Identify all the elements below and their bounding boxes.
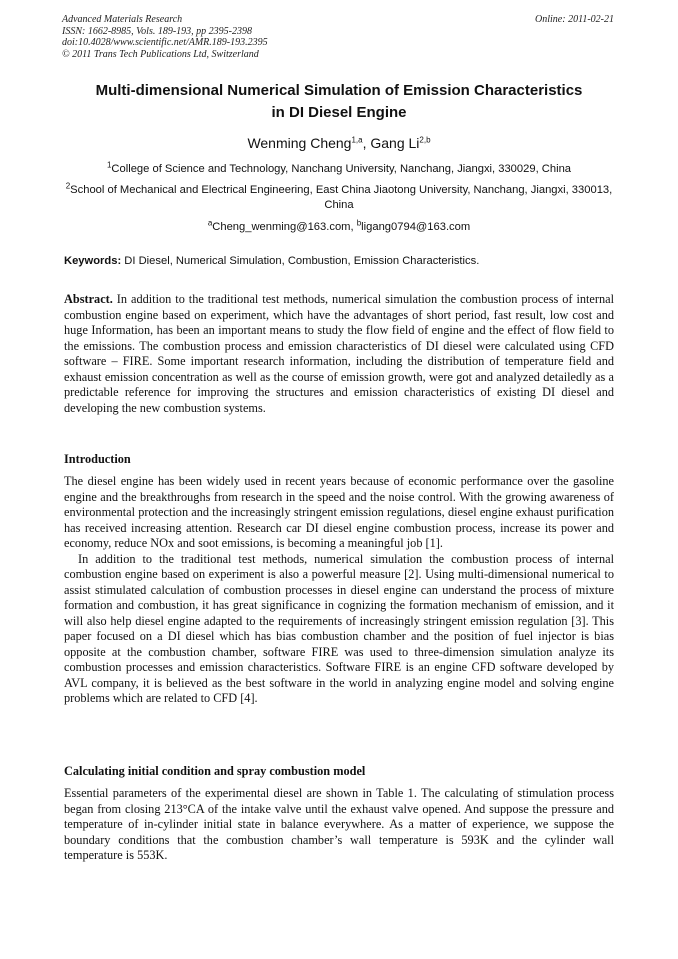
paragraph: In addition to the traditional test methods, numerical simulation the combustion process of internal combustion engine based on experiment is also a powerful measure [2]. Using multi-dimensional numerical to assist stimulated calculation of combustion processes in diesel engine can understand the process of mixture formation and combustion, it has great significance in cognizing the formation mechanism of emission, and it will also help diesel engine adapted to the requirements of increasingly stringent emission regulation [3]. This paper focused on a DI diesel which has bias combustion chamber and the position of fuel injector is bias opposite at the combustion chamber, software FIRE was used to three-dimension simulation analyze its combustion processes and emission characteristics. Software FIRE is an engine CFD software developed by AVL company, it is believed as the best software in the world in analyzing engine model and solving engine problems which are related to CFD [4].: [64, 551, 614, 705]
author-separator: ,: [362, 135, 371, 151]
title-line-1: Multi-dimensional Numerical Simulation of Emission Characteristics: [95, 82, 583, 99]
affiliation-text: School of Mechanical and Electrical Engineering, East China Jiaotong University, Nanchang, Jiangxi, 330013, China: [70, 184, 613, 211]
email-link[interactable]: ligang0794@163.com: [361, 221, 471, 233]
author-name: Gang Li: [370, 135, 420, 151]
author-superscript: 1,a: [351, 135, 363, 145]
abstract: [64, 292, 614, 416]
affiliation-1: [62, 162, 616, 177]
affiliation-text: College of Science and Technology, Nanchang University, Nanchang, Jiangxi, 330029, China: [111, 163, 572, 175]
email-link[interactable]: Cheng_wenming@163.com,: [212, 221, 357, 233]
affiliation-marker: 2: [65, 181, 71, 191]
title-line-2: in DI Diesel Engine: [271, 104, 407, 121]
abstract-text: In addition to the traditional test methods, numerical simulation the combustion process of internal combustion engine based on experiment, which have the advantages of short period, fast result, low cost and huge Information, has been an important means to study the flow field of engine and the effect of flow field to the emissions. The combustion process and emission characteristics of DI diesel were calculated using CFD software – FIRE. Some important research information, including the distribution of temperature field and exhaust emission concentration as well as the course of emission growth, were got and analyzed detailedly as a predictable reference for improving the structures and emission characteristics of existing DI diesel and developing the new combustion systems.: [64, 292, 614, 415]
affiliation-marker: 1: [106, 160, 112, 170]
journal-header: [62, 14, 268, 60]
paragraph: Essential parameters of the experimental diesel are shown in Table 1. The calculating of stimulation process began from closing 213°CA of the intake valve until the exhaust valve opened. And suppose the pressure and temperature of in-cylinder initial state in balance everywhere. As a matter of experience, we suppose the boundary conditions that the combustion chamber’s wall temperature is 593K and the cylinder wall temperature is 553K.: [64, 786, 614, 862]
section-model-body: [64, 786, 614, 864]
email-marker: a: [207, 218, 213, 228]
author-emails: [62, 220, 616, 235]
keywords-label: Keywords:: [64, 255, 122, 267]
paper-title: [60, 80, 618, 124]
copyright-line: © 2011 Trans Tech Publications Ltd, Switzerland: [62, 48, 259, 60]
journal-name: Advanced Materials Research: [62, 14, 183, 25]
author-list: [60, 134, 618, 152]
author-name: Wenming Cheng: [247, 135, 352, 151]
paragraph: The diesel engine has been widely used in recent years because of economic performance over the gasoline engine and the breakthroughs from research in the speed and the noise control. With the growing awareness of environmental protection and the increasingly stringent emission regulations, diesel engine exhaust purification has received increasing attention. Research car DI diesel engine combustion process, increase its power and economy, reduce NOx and soot emissions, is becoming a meaningful job [1].: [64, 474, 614, 550]
introduction-body: [64, 474, 614, 707]
author-superscript: 2,b: [419, 135, 431, 145]
affiliation-2: [62, 183, 616, 213]
doi-link[interactable]: doi:10.4028/www.scientific.net/AMR.189-193.2395: [62, 37, 268, 48]
issn-line: ISSN: 1662-8985, Vols. 189-193, pp 2395-2398: [62, 25, 252, 37]
section-heading-introduction: Introduction: [64, 452, 131, 466]
section-heading-model: Calculating initial condition and spray combustion model: [64, 764, 366, 778]
online-date: Online: 2011-02-21: [535, 14, 614, 25]
abstract-label: Abstract.: [64, 292, 113, 306]
email-marker: b: [356, 218, 362, 228]
keywords-text: DI Diesel, Numerical Simulation, Combustion, Emission Characteristics.: [121, 255, 480, 267]
keywords: [64, 254, 616, 269]
